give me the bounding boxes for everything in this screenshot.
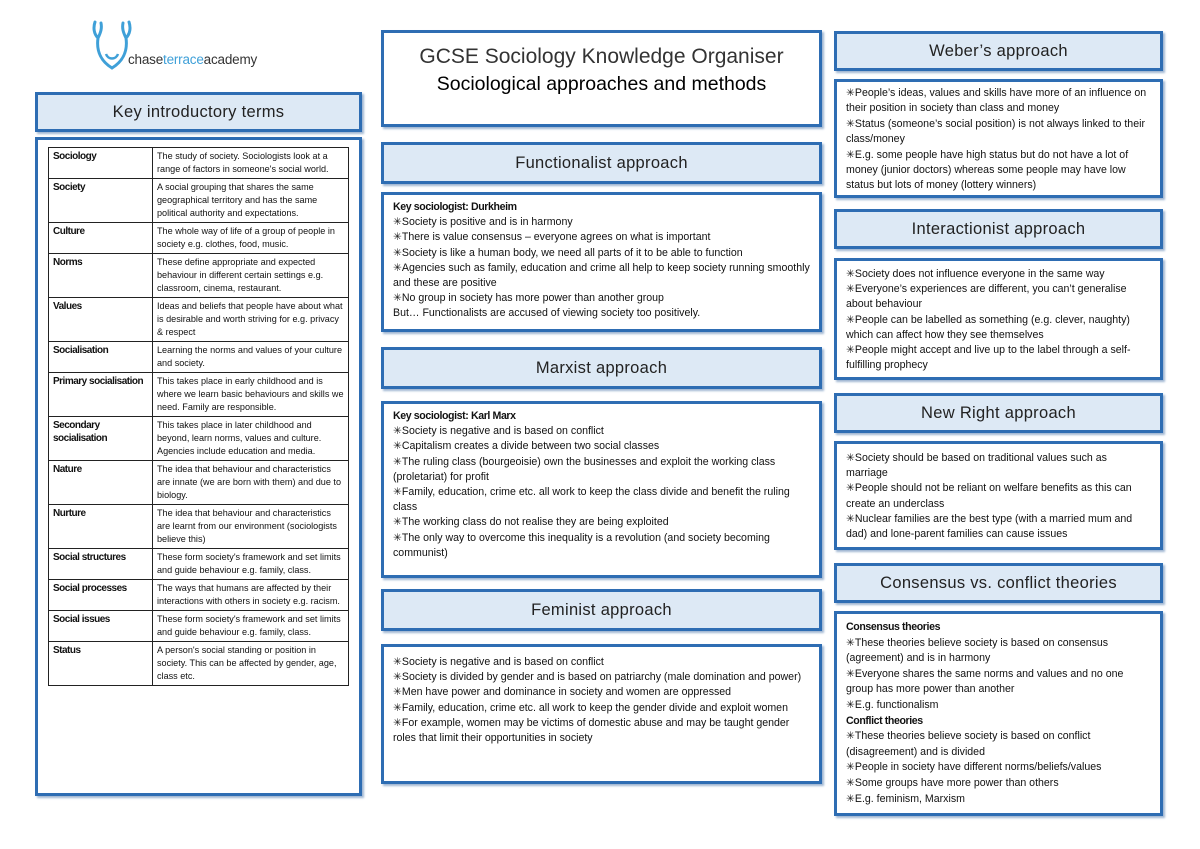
key-term-definition: This takes place in later childhood and beyond, learn norms, values and culture. Agencies include education and media. xyxy=(153,417,349,461)
key-term-definition: Learning the norms and values of your culture and society. xyxy=(153,342,349,373)
key-term-name: Nature xyxy=(49,461,153,505)
bullet-point: ✳Men have power and dominance in society and women are oppressed xyxy=(393,686,732,699)
key-term-definition: The ways that humans are affected by their interactions with others in society e.g. racism. xyxy=(153,580,349,611)
bullet-point: ✳People’s ideas, values and skills have more of an influence on their position in society than class and money xyxy=(846,87,1147,115)
bullet-point: ✳There is value consensus – everyone agrees on what is important xyxy=(393,231,711,244)
bullet-point: ✳Some groups have more power than others xyxy=(846,776,1059,789)
bullet-point: ✳The ruling class (bourgeoisie) own the businesses and exploit the working class (proletariat) for profit xyxy=(393,455,776,483)
key-term-row xyxy=(49,254,349,298)
title-box xyxy=(381,30,822,127)
key-term-row xyxy=(49,298,349,342)
key-term-definition: The study of society. Sociologists look at a range of factors in someone's social world. xyxy=(153,148,349,179)
bullet-point: ✳E.g. some people have high status but do not have a lot of money (junior doctors) whereas some people may have low status but lots of money (lottery winners) xyxy=(846,148,1129,192)
key-term-definition: This takes place in early childhood and is where we learn basic behaviours and skills we need. Family are responsible. xyxy=(153,373,349,417)
key-terms-header: Key introductory terms xyxy=(35,92,362,132)
key-term-definition: These define appropriate and expected behaviour in different certain settings e.g. classroom, cinema, restaurant. xyxy=(153,254,349,298)
functionalist-key-sociologist: Key sociologist: Durkheim xyxy=(393,201,517,213)
bullet-point: ✳Society should be based on traditional values such as marriage xyxy=(846,452,1107,480)
key-term-row xyxy=(49,580,349,611)
key-term-row xyxy=(49,549,349,580)
key-term-row xyxy=(49,223,349,254)
conflict-theories-title: Conflict theories xyxy=(846,714,923,727)
key-term-row xyxy=(49,642,349,686)
bullet-point: ✳These theories believe society is based on consensus (agreement) and is in harmony xyxy=(846,636,1109,665)
bullet-point: ✳Society is like a human body, we need all parts of it to be able to function xyxy=(393,246,743,259)
key-term-name: Socialisation xyxy=(49,342,153,373)
logo-word-chase: chase xyxy=(128,52,164,67)
key-term-row xyxy=(49,373,349,417)
conflict-points xyxy=(846,729,1151,807)
key-term-name: Secondary socialisation xyxy=(49,417,153,461)
bullet-point: ✳Society is negative and is based on conflict xyxy=(393,656,604,668)
key-term-name: Primary socialisation xyxy=(49,373,153,417)
consensus-points xyxy=(846,636,1151,714)
key-term-name: Status xyxy=(49,642,153,686)
new-right-header: New Right approach xyxy=(834,393,1163,433)
bullet-point: ✳Society does not influence everyone in the same way xyxy=(846,268,1105,280)
bullet-point: ✳E.g. functionalism xyxy=(846,698,939,711)
new-right-box xyxy=(834,441,1163,550)
logo-word-terrace: terrace xyxy=(163,52,204,67)
key-term-definition: The idea that behaviour and characteristics are learnt from our environment (sociologists believe this) xyxy=(153,505,349,549)
page-title: GCSE Sociology Knowledge Organiser xyxy=(419,45,784,68)
bullet-point: ✳Society is negative and is based on conflict xyxy=(393,425,604,438)
bullet-point: ✳Status (someone’s social position) is not always linked to their class/money xyxy=(846,117,1145,146)
antler-logo-icon xyxy=(88,18,136,76)
marxist-key-sociologist: Key sociologist: Karl Marx xyxy=(393,410,516,422)
key-term-definition: The idea that behaviour and characteristics are innate (we are born with them) and due to biology. xyxy=(153,461,349,505)
feminist-box xyxy=(381,644,822,784)
key-term-name: Social issues xyxy=(49,611,153,642)
consensus-conflict-header: Consensus vs. conflict theories xyxy=(834,563,1163,603)
key-terms-panel xyxy=(35,137,362,796)
bullet-point: ✳People should not be reliant on welfare benefits as this can create an underclass xyxy=(846,482,1132,510)
bullet-point: ✳E.g. feminism, Marxism xyxy=(846,792,965,805)
key-term-row xyxy=(49,505,349,549)
key-term-name: Culture xyxy=(49,223,153,254)
key-term-name: Nurture xyxy=(49,505,153,549)
bullet-point: ✳Agencies such as family, education and crime all help to keep society running smoothly and these are positive xyxy=(393,261,810,290)
key-term-row xyxy=(49,148,349,179)
functionalist-header: Functionalist approach xyxy=(381,142,822,184)
bullet-point: ✳Nuclear families are the best type (with a married mum and dad) and lone-parent families can cause issues xyxy=(846,512,1133,541)
key-term-name: Norms xyxy=(49,254,153,298)
key-term-definition: These form society's framework and set limits and guide behaviour e.g. family, class. xyxy=(153,549,349,580)
consensus-conflict-box xyxy=(834,611,1163,816)
feminist-header: Feminist approach xyxy=(381,589,822,631)
key-term-row xyxy=(49,461,349,505)
key-term-definition: These form society's framework and set limits and guide behaviour e.g. family, class. xyxy=(153,611,349,642)
key-term-row xyxy=(49,342,349,373)
bullet-point: But… Functionalists are accused of viewing society too positively. xyxy=(393,307,701,320)
key-term-row xyxy=(49,417,349,461)
interactionist-points xyxy=(846,267,1151,373)
bullet-point: ✳People might accept and live up to the label through a self-fulfilling prophecy xyxy=(846,344,1131,372)
key-term-row xyxy=(49,179,349,223)
feminist-points xyxy=(393,655,810,746)
marxist-points xyxy=(393,424,810,561)
functionalist-points xyxy=(393,215,810,321)
bullet-point: ✳These theories believe society is based on conflict (disagreement) and is divided xyxy=(846,730,1091,758)
key-term-name: Social processes xyxy=(49,580,153,611)
bullet-point: ✳The only way to overcome this inequality is a revolution (and society becoming communist) xyxy=(393,531,770,559)
key-term-definition: A social grouping that shares the same geographical territory and has the same political authority and expectations. xyxy=(153,179,349,223)
bullet-point: ✳Capitalism creates a divide between two social classes xyxy=(393,440,660,453)
logo-word-academy: academy xyxy=(203,52,258,67)
interactionist-box xyxy=(834,258,1163,380)
bullet-point: ✳The working class do not realise they are being exploited xyxy=(393,516,669,529)
bullet-point: ✳No group in society has more power than another group xyxy=(393,292,664,305)
weber-points xyxy=(846,86,1151,194)
marxist-box xyxy=(381,401,822,578)
key-term-name: Social structures xyxy=(49,549,153,580)
bullet-point: ✳For example, women may be victims of domestic abuse and may be taught gender roles that limit their opportunities in society xyxy=(393,716,790,745)
school-logo xyxy=(88,18,288,80)
key-term-definition: A person's social standing or position in society. This can be affected by gender, age, class etc. xyxy=(153,642,349,686)
bullet-point: ✳Society is positive and is in harmony xyxy=(393,216,573,229)
marxist-header: Marxist approach xyxy=(381,347,822,389)
bullet-point: ✳Family, education, crime etc. all work to keep the gender divide and exploit women xyxy=(393,701,788,714)
interactionist-header: Interactionist approach xyxy=(834,209,1163,249)
bullet-point: ✳Everyone shares the same norms and values and no one group has more power than another xyxy=(846,667,1124,696)
bullet-point: ✳People in society have different norms/beliefs/values xyxy=(846,761,1102,774)
bullet-point: ✳Everyone’s experiences are different, you can’t generalise about behaviour xyxy=(846,283,1127,311)
bullet-point: ✳People can be labelled as something (e.g. clever, naughty) which can affect how they see themselves xyxy=(846,313,1130,341)
key-term-name: Sociology xyxy=(49,148,153,179)
weber-box xyxy=(834,79,1163,198)
page-subtitle: Sociological approaches and methods xyxy=(436,73,767,95)
functionalist-box xyxy=(381,192,822,332)
consensus-theories-title: Consensus theories xyxy=(846,621,941,633)
key-terms-table xyxy=(48,147,349,686)
bullet-point: ✳Family, education, crime etc. all work to keep the class divide and benefit the ruling class xyxy=(393,486,790,514)
key-term-name: Society xyxy=(49,179,153,223)
key-term-definition: Ideas and beliefs that people have about what is desirable and worth striving for e.g. privacy & respect xyxy=(153,298,349,342)
key-term-row xyxy=(49,611,349,642)
bullet-point: ✳Society is divided by gender and is based on patriarchy (male domination and power) xyxy=(393,671,802,684)
key-term-definition: The whole way of life of a group of people in society e.g. clothes, food, music. xyxy=(153,223,349,254)
new-right-points xyxy=(846,451,1151,542)
key-term-name: Values xyxy=(49,298,153,342)
weber-header: Weber’s approach xyxy=(834,31,1163,71)
